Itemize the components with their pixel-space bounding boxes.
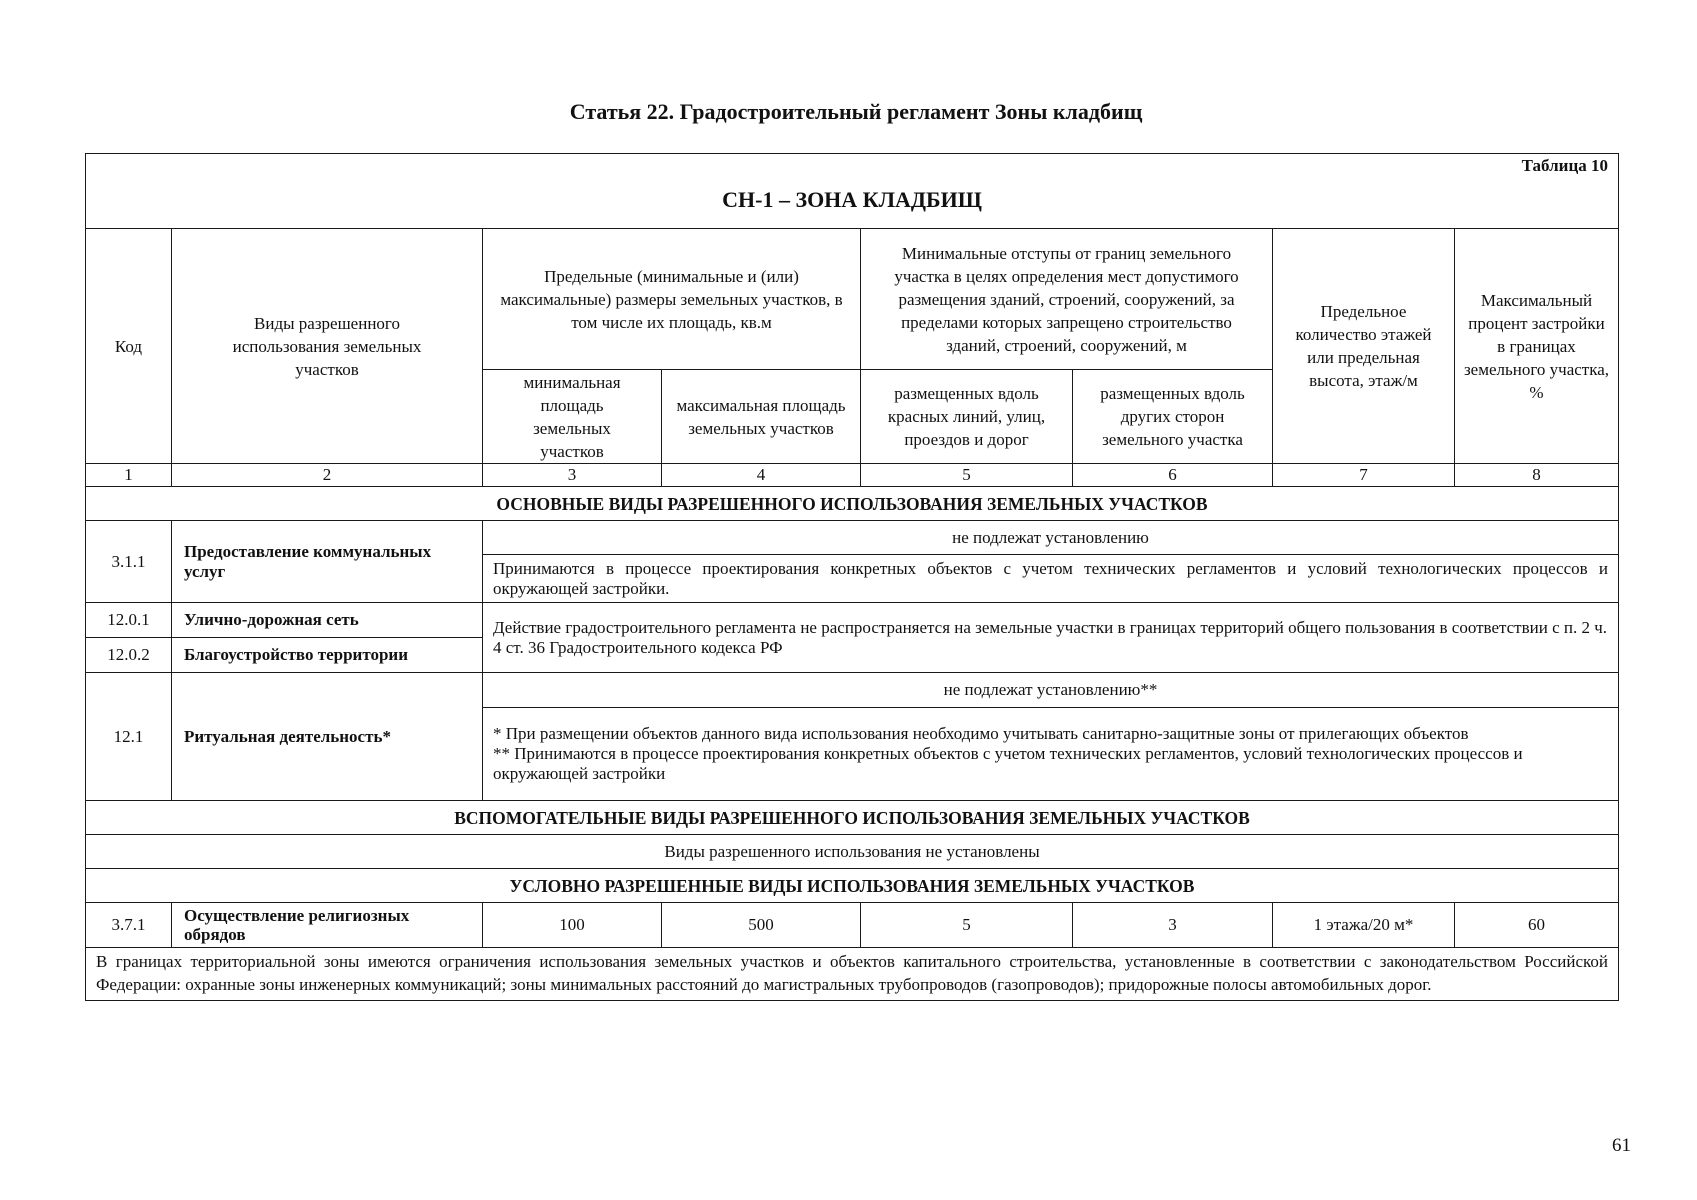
- section-main-title: ОСНОВНЫЕ ВИДЫ РАЗРЕШЕННОГО ИСПОЛЬЗОВАНИЯ ЗЕМЕЛЬНЫХ УЧАСТКОВ: [86, 487, 1619, 521]
- params-not-set: не подлежат установлению: [483, 521, 1619, 555]
- section-auxiliary-title: ВСПОМОГАТЕЛЬНЫЕ ВИДЫ РАЗРЕШЕННОГО ИСПОЛЬЗОВАНИЯ ЗЕМЕЛЬНЫХ УЧАСТКОВ: [86, 801, 1619, 835]
- col-head-max-area: максимальная площадь земельных участков: [662, 370, 861, 464]
- col-number: 8: [1455, 464, 1619, 487]
- coverage-value: 60: [1455, 903, 1619, 948]
- col-head-code: Код: [86, 229, 172, 464]
- params-not-set: не подлежат установлению**: [483, 673, 1619, 708]
- col-head-coverage: Максимальный процент застройки в границах земельного участка, %: [1455, 229, 1619, 464]
- use-name: Ритуальная деятельность*: [172, 673, 483, 801]
- floors-value: 1 этажа/20 м*: [1273, 903, 1455, 948]
- col-number: 7: [1273, 464, 1455, 487]
- footnote-sanitary: * При размещении объектов данного вида использования необходимо учитывать санитарно-защитные зоны от прилегающих объектов: [493, 724, 1469, 743]
- footnote-design: ** Принимаются в процессе проектирования конкретных объектов с учетом технических регламентов, условий технологических процессов и окружающей застройки: [493, 744, 1523, 783]
- section-main-row: [86, 487, 1619, 521]
- use-name: Улично-дорожная сеть: [172, 603, 483, 638]
- section-conditional-row: [86, 869, 1619, 903]
- min-area-value: 100: [483, 903, 662, 948]
- col-number: 2: [172, 464, 483, 487]
- zone-header-cell: [86, 154, 1619, 229]
- table-row: [86, 603, 1619, 638]
- column-number-row: [86, 464, 1619, 487]
- col-head-floors: Предельное количество этажей или предельная высота, этаж/м: [1273, 229, 1455, 464]
- use-code: 3.1.1: [86, 521, 172, 603]
- col-number: 4: [662, 464, 861, 487]
- col-head-size-group: Предельные (минимальные и (или) максимальные) размеры земельных участков, в том числе их площадь, кв.м: [483, 229, 861, 370]
- params-note: Принимаются в процессе проектирования конкретных объектов с учетом технических регламентов и условий технологических процессов и окружающей застройки.: [483, 555, 1619, 603]
- use-code: 12.0.1: [86, 603, 172, 638]
- col-head-setback-other: размещенных вдоль других сторон земельного участка: [1073, 370, 1273, 464]
- use-name: Осуществление религиозных обрядов: [172, 903, 483, 948]
- max-area-value: 500: [662, 903, 861, 948]
- column-header-row: [86, 229, 1619, 370]
- col-head-setback-red: размещенных вдоль красных линий, улиц, проездов и дорог: [861, 370, 1073, 464]
- col-number: 5: [861, 464, 1073, 487]
- zone-header-row: [86, 154, 1619, 229]
- use-code: 12.0.2: [86, 638, 172, 673]
- col-number: 6: [1073, 464, 1273, 487]
- use-code: 12.1: [86, 673, 172, 801]
- page-title: Статья 22. Градостроительный регламент Зоны кладбищ: [569, 99, 1143, 124]
- col-head-use: Виды разрешенного использования земельных участков: [172, 229, 483, 464]
- table-row: [86, 673, 1619, 708]
- col-head-setback-group: Минимальные отступы от границ земельного участка в целях определения мест допустимого размещения зданий, строений, сооружений, за пределами которых запрещено строительство зданий, строений, сооружений, м: [861, 229, 1273, 370]
- col-number: 1: [86, 464, 172, 487]
- auxiliary-note: Виды разрешенного использования не установлены: [86, 835, 1619, 869]
- use-name: Предоставление коммунальных услуг: [172, 521, 483, 603]
- section-auxiliary-row: [86, 801, 1619, 835]
- col-head-min-area: минимальная площадь земельных участков: [483, 370, 662, 464]
- setback-red-value: 5: [861, 903, 1073, 948]
- footer-note-row: [86, 948, 1619, 1001]
- zone-title: СН-1 – ЗОНА КЛАДБИЩ: [722, 187, 982, 212]
- use-name: Благоустройство территории: [172, 638, 483, 673]
- regulation-exemption-note: Действие градостроительного регламента не распространяется на земельные участки в границах территорий общего пользования в соответствии с п. 2 ч. 4 ст. 36 Градостроительного кодекса РФ: [483, 603, 1619, 673]
- page-number: 61: [1612, 1135, 1631, 1156]
- table-row: [86, 521, 1619, 555]
- regulation-table: [85, 153, 1619, 1001]
- restrictions-note: В границах территориальной зоны имеются ограничения использования земельных участков и объектов капитального строительства, установленные в соответствии с законодательством Российской Федерации: охранные зоны инженерных коммуникаций; зоны минимальных расстояний до магистральных трубопроводов (газопроводов); придорожные полосы автомобильных дорог.: [86, 948, 1619, 1001]
- use-code: 3.7.1: [86, 903, 172, 948]
- setback-other-value: 3: [1073, 903, 1273, 948]
- params-footnotes: [483, 708, 1619, 801]
- table-row: [86, 903, 1619, 948]
- section-conditional-title: УСЛОВНО РАЗРЕШЕННЫЕ ВИДЫ ИСПОЛЬЗОВАНИЯ ЗЕМЕЛЬНЫХ УЧАСТКОВ: [86, 869, 1619, 903]
- auxiliary-note-row: [86, 835, 1619, 869]
- col-number: 3: [483, 464, 662, 487]
- table-number: Таблица 10: [1521, 156, 1608, 175]
